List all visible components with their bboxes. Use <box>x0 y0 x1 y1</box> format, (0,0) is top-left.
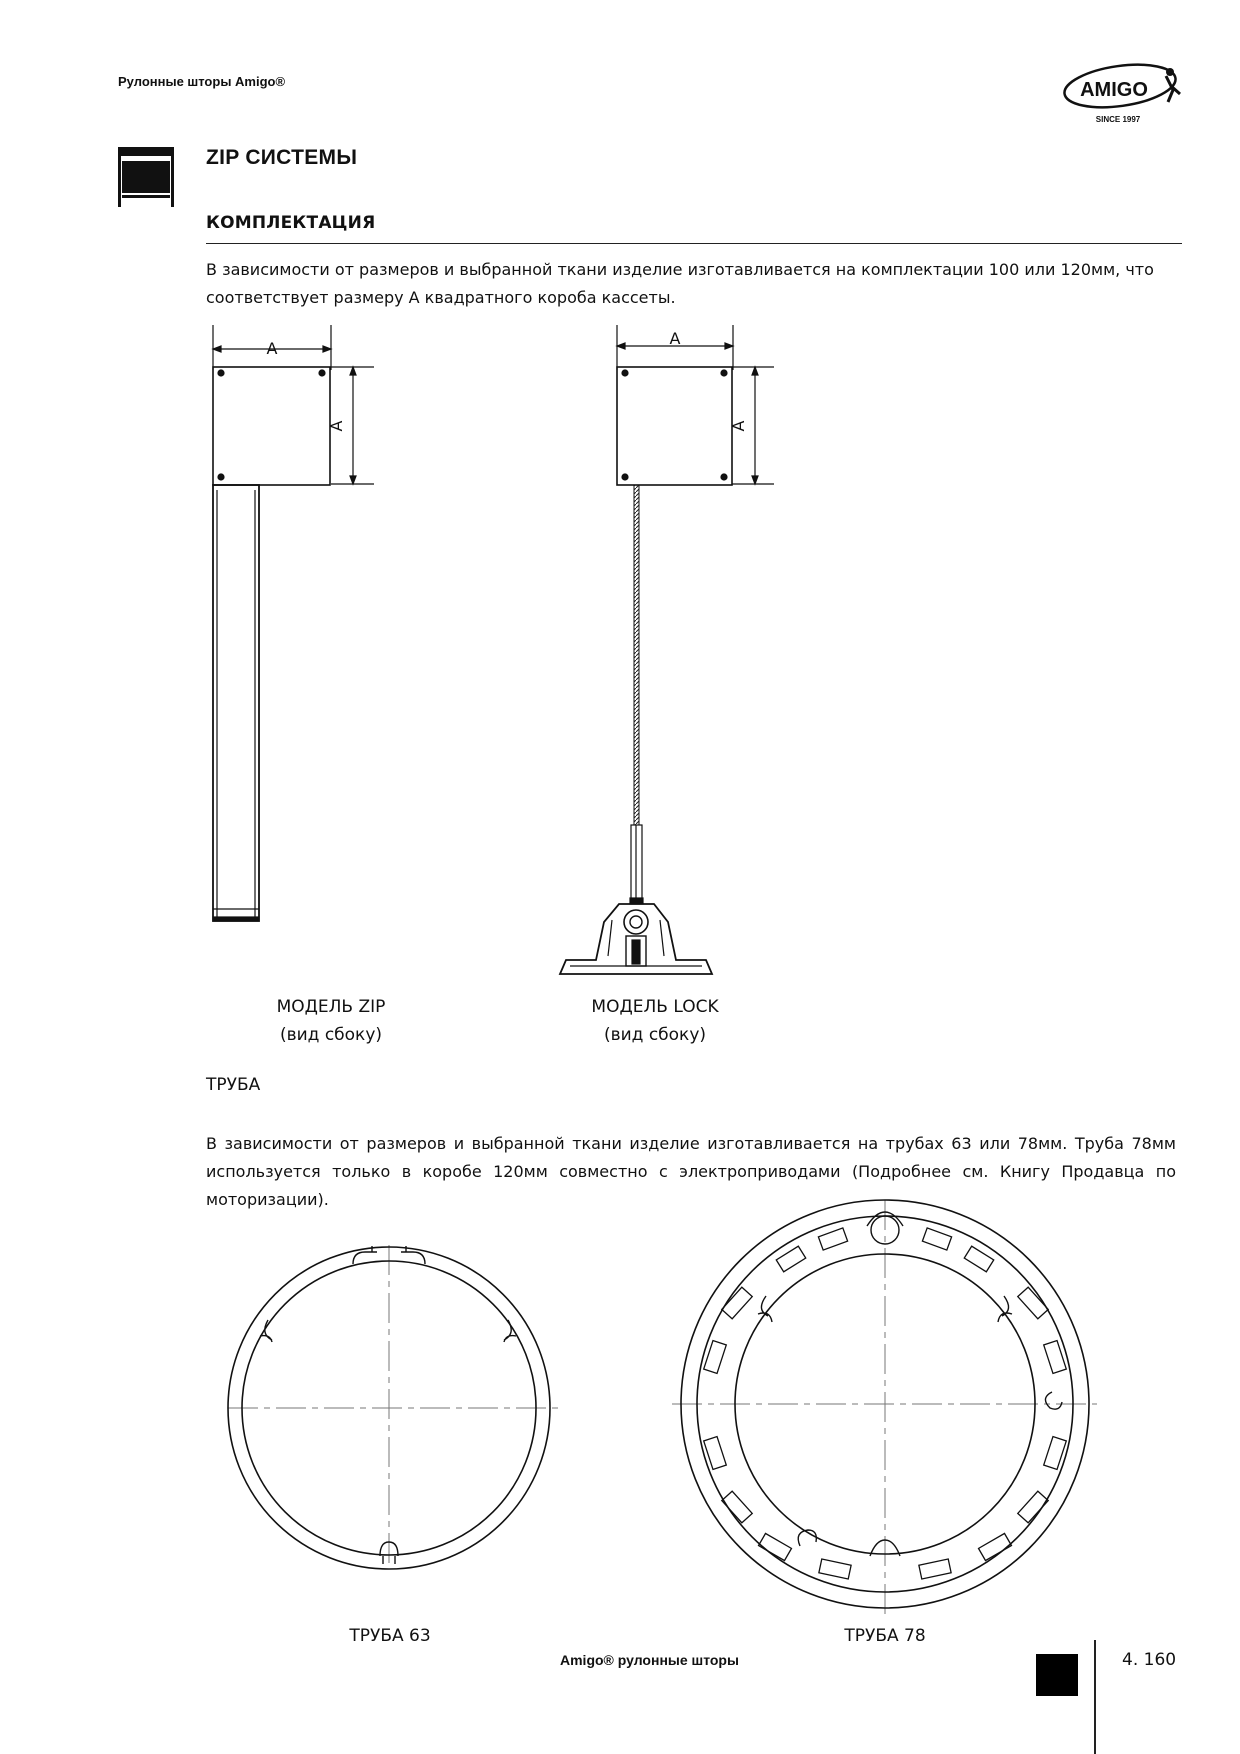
lock-model-name: МОДЕЛЬ LOCK <box>591 997 719 1017</box>
tube-63-caption: ТРУБА 63 <box>349 1626 431 1646</box>
page-number: 4. 160 <box>1122 1650 1177 1670</box>
tube-heading: ТРУБА <box>206 1075 261 1095</box>
logo-tagline: SINCE 1997 <box>1095 115 1141 124</box>
zip-model-view: (вид сбоку) <box>279 1025 383 1045</box>
tube-78-drawing <box>672 1200 1097 1618</box>
lock-dim-a-top: A <box>669 329 681 348</box>
zip-model-drawing <box>213 325 374 921</box>
footer-brand: Amigo® рулонные шторы <box>560 1652 739 1668</box>
header-title: Рулонные шторы Amigo® <box>118 74 286 89</box>
zip-dim-a-top: A <box>266 339 278 358</box>
tube-description: В зависимости от размеров и выбранной ткани изделие изготавливается на трубах 63 или 78мм. Труба 78мм используется только в коробе 120мм совместно с электроприводами (Подробнее см. Книгу Продавца по моторизации). <box>206 1134 1176 1209</box>
kit-heading: КОМПЛЕКТАЦИЯ <box>206 213 376 233</box>
lock-dim-a-side: A <box>729 420 748 432</box>
footer-divider <box>1094 1640 1096 1754</box>
logo-text: AMIGO <box>1080 79 1148 101</box>
kit-description: В зависимости от размеров и выбранной ткани изделие изготавливается на комплектации 100 или 120мм, что соответствует размеру А квадратного короба кассеты. <box>206 260 1154 307</box>
tube-78-caption: ТРУБА 78 <box>844 1626 926 1646</box>
zip-model-caption <box>226 993 436 1049</box>
zip-model-name: МОДЕЛЬ ZIP <box>276 997 386 1017</box>
tube-63-drawing <box>228 1245 560 1569</box>
footer-marker <box>1036 1654 1078 1696</box>
lock-model-caption <box>550 993 760 1049</box>
section-title: ZIP СИСТЕМЫ <box>206 146 358 169</box>
lock-model-view: (вид сбоку) <box>603 1025 707 1045</box>
zip-dim-a-side: A <box>327 420 346 432</box>
